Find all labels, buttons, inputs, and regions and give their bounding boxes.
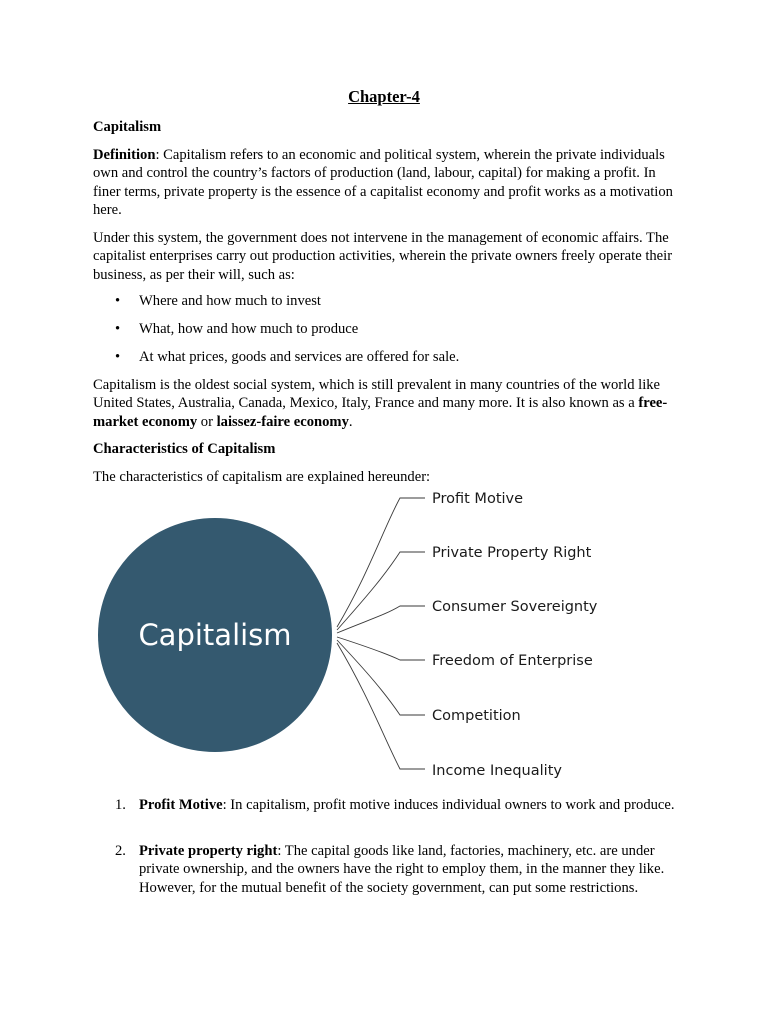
branch-label: Consumer Sovereignty	[432, 599, 598, 615]
oldest-system-paragraph	[93, 376, 673, 431]
branch-label: Private Property Right	[432, 545, 592, 561]
connector-line	[337, 637, 425, 660]
connector-line	[337, 606, 425, 633]
center-label: Capitalism	[138, 618, 292, 652]
item-term: Profit Motive	[139, 797, 223, 813]
bullet-text: Where and how much to invest	[139, 293, 321, 309]
system-paragraph: Under this system, the government does not intervene in the management of economic affairs. The capitalist enterprises carry out production activities, wherein the private owners freely operate their business, as per their will, such as:	[93, 230, 673, 283]
bullet-text: At what prices, goods and services are offered for sale.	[139, 349, 460, 365]
connector-lines	[337, 498, 425, 769]
item-description: : In capitalism, profit motive induces individual owners to work and produce.	[222, 797, 675, 813]
item-text	[139, 796, 683, 814]
free-market-term: free-market economy	[93, 395, 668, 430]
oldest-text: Capitalism is the oldest social system, which is still prevalent in many countries of the world like United States, Australia, Canada, Mexico, Italy, France and many more. It is also known as a	[93, 377, 661, 412]
bullet-icon: •	[115, 321, 121, 337]
bullet-text: What, how and how much to produce	[139, 321, 359, 337]
bullet-icon: •	[115, 349, 121, 365]
branch-label: Competition	[432, 708, 521, 724]
connector-line	[337, 643, 425, 769]
oldest-end: .	[348, 413, 353, 430]
item-term: Private property right	[139, 843, 278, 859]
branch-label: Income Inequality	[432, 763, 562, 779]
section-heading: Capitalism	[93, 119, 162, 135]
item-text	[139, 842, 683, 897]
oldest-mid: or	[197, 413, 217, 430]
definition-term: Definition	[93, 147, 156, 163]
connector-line	[337, 552, 425, 630]
connector-line	[337, 640, 425, 715]
definition-text: : Capitalism refers to an economic and political system, wherein the private individuals own and control the country’s factors of production (land, labour, capital) for making a profit. In finer terms, private property is the essence of a capitalist economy and profit works as a motivation here.	[93, 147, 673, 218]
branch-label: Freedom of Enterprise	[432, 653, 593, 669]
connector-line	[337, 498, 425, 627]
item-number: 2.	[115, 843, 126, 859]
chapter-title: Chapter-4	[348, 87, 420, 106]
item-number: 1.	[115, 797, 126, 813]
definition-paragraph	[93, 146, 673, 219]
characteristics-heading: Characteristics of Capitalism	[93, 441, 276, 457]
bullet-icon: •	[115, 293, 121, 309]
characteristics-intro: The characteristics of capitalism are explained hereunder:	[93, 469, 431, 485]
branch-label: Profit Motive	[432, 491, 524, 507]
item-description: : The capital goods like land, factories, machinery, etc. are under private ownership, and the owners have the right to employ them, in the manner they like. However, for the mutual benefit of the society government, can put some restrictions.	[139, 843, 665, 896]
capitalism-diagram	[90, 485, 630, 785]
laissez-faire-term: laissez-faire economy	[216, 413, 349, 430]
